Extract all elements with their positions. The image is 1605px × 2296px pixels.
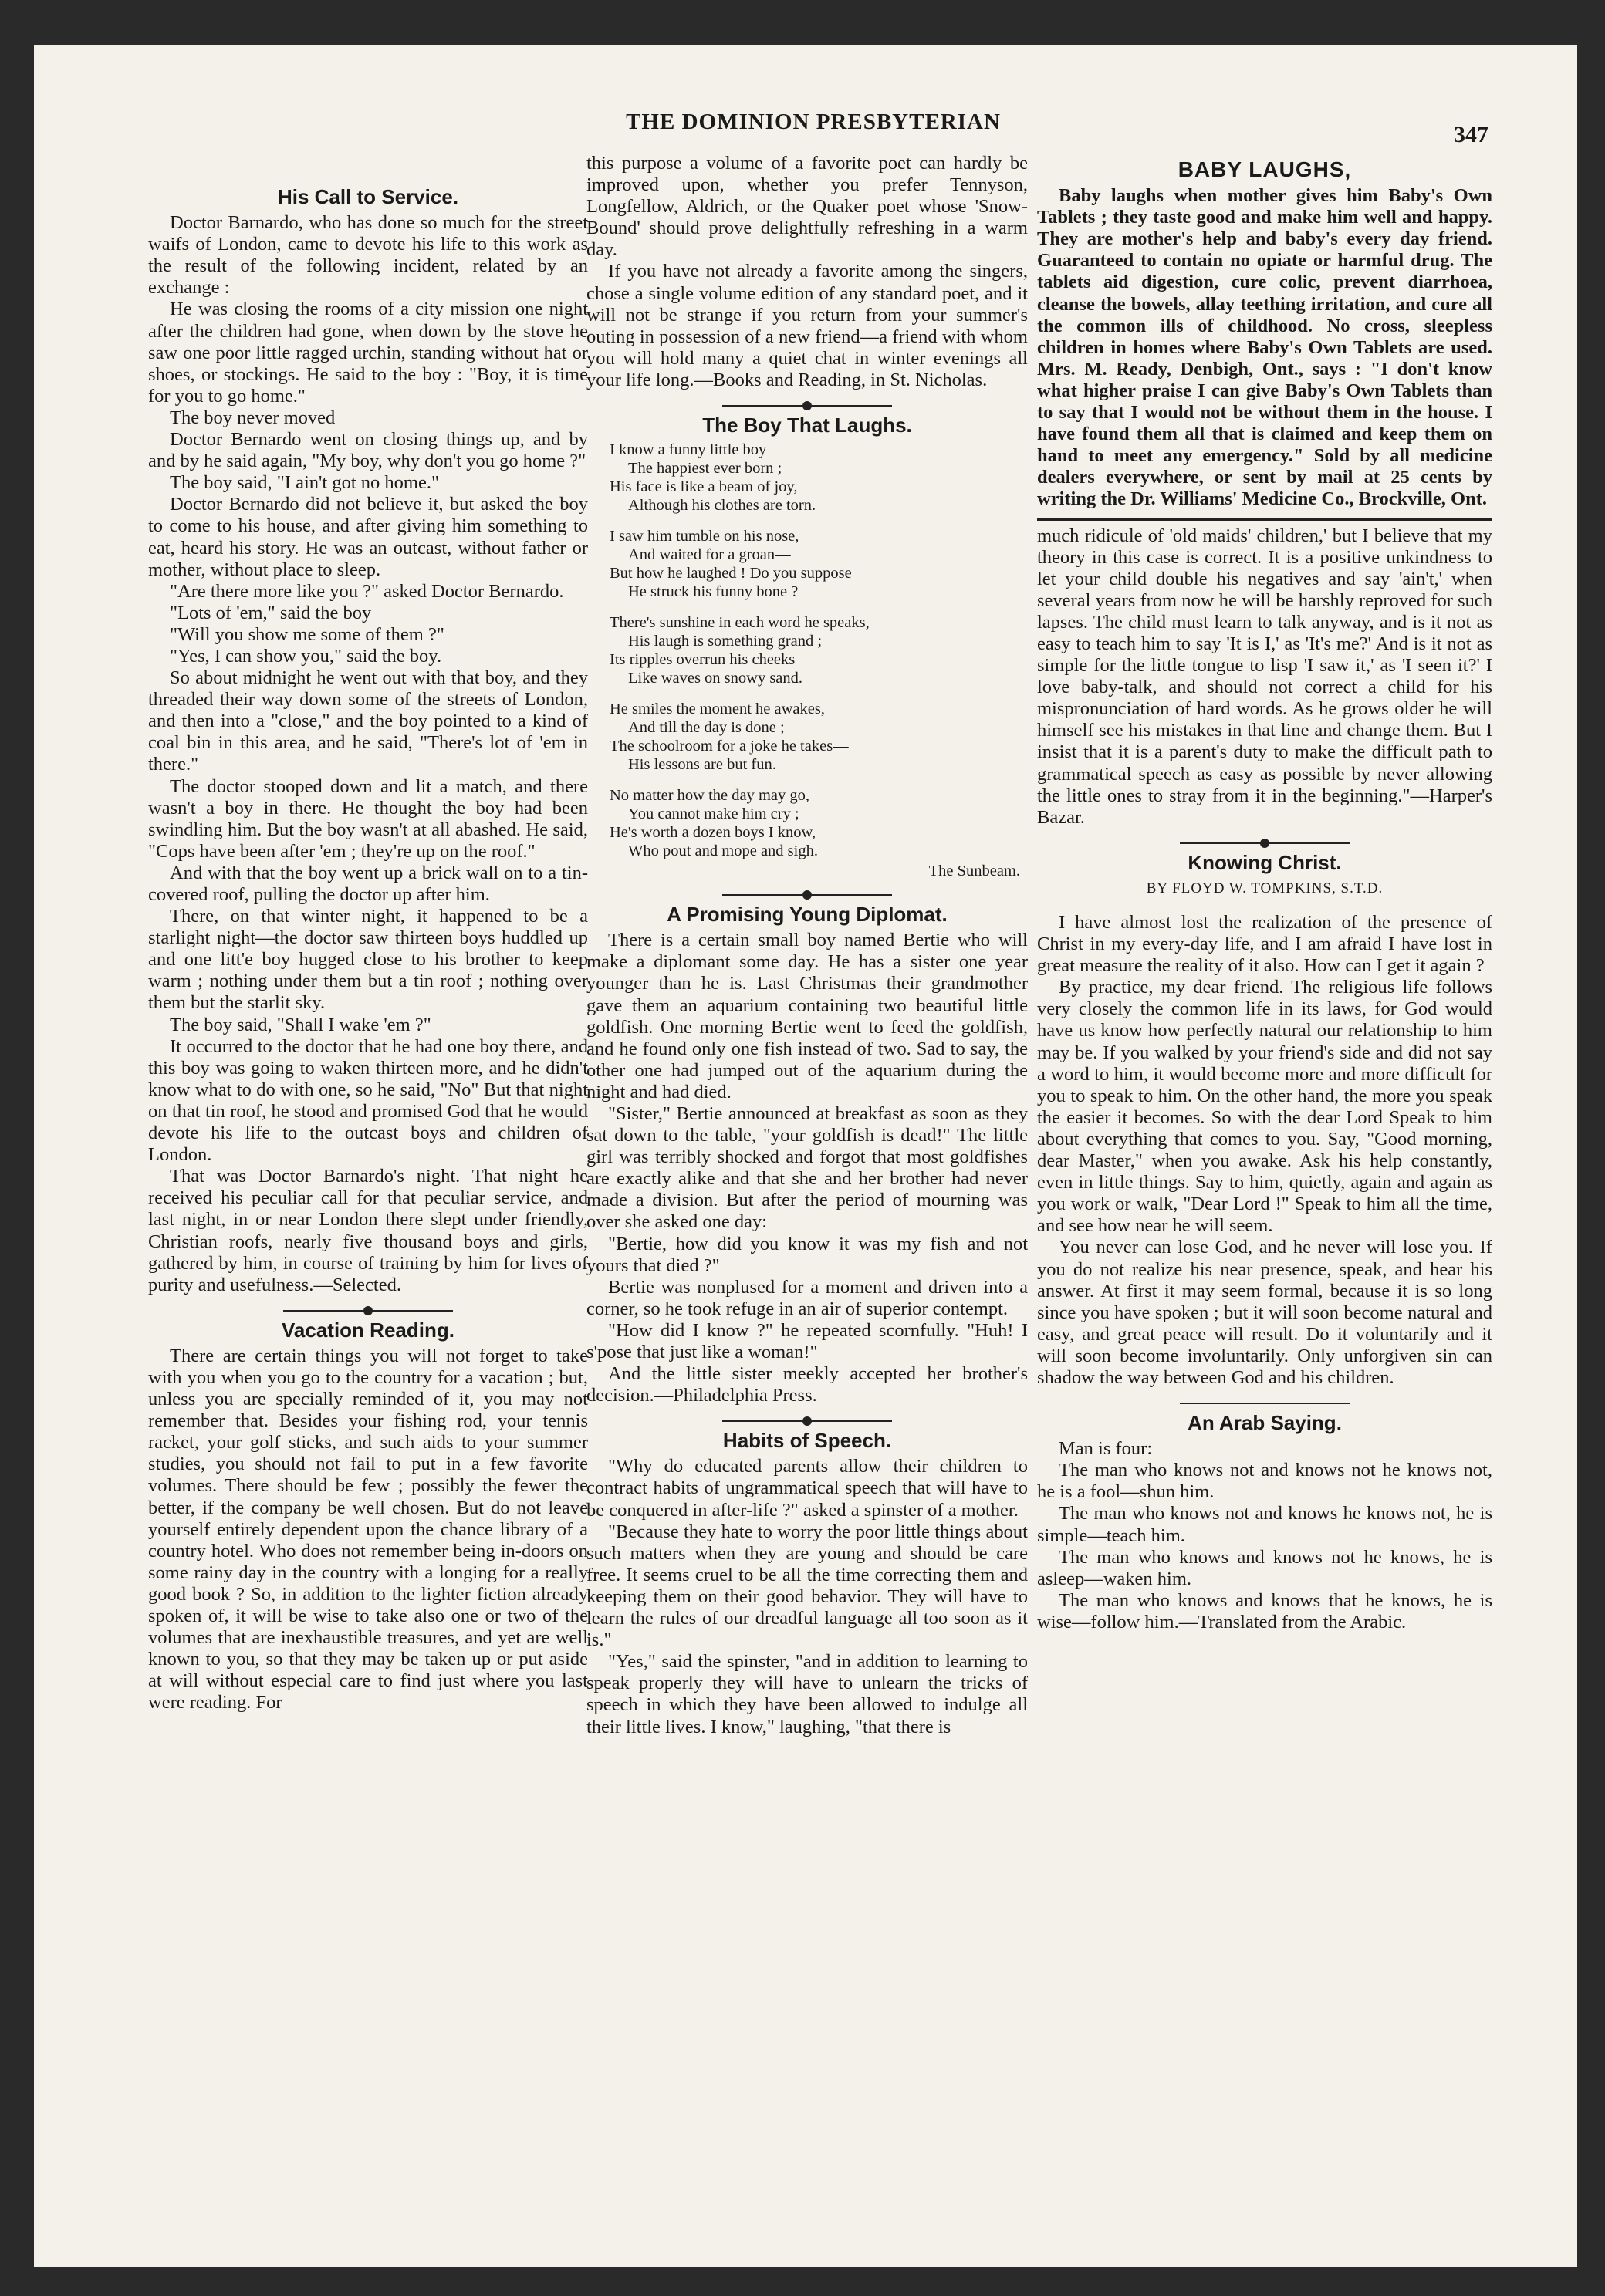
- paragraph: The boy said, "I ain't got no home.": [170, 472, 439, 494]
- paragraph: "How did I know ?" he repeated scornfully. "Huh! I s'pose that just like a woman!": [586, 1319, 1028, 1362]
- section-divider: [722, 894, 892, 896]
- section-divider: [722, 405, 892, 407]
- poem-line: His lessons are but fun.: [628, 756, 776, 774]
- poem-line: You cannot make him cry ;: [628, 805, 799, 823]
- poem-line: The schoolroom for a joke he takes—: [610, 738, 849, 755]
- section-divider: [722, 1420, 892, 1422]
- paragraph: "Bertie, how did you know it was my fish and not yours that died ?": [586, 1233, 1028, 1276]
- poem-line: His laugh is something grand ;: [628, 633, 823, 650]
- paragraph: The man who knows and knows that he knows, he is wise—follow him.—Translated from the Arabic.: [1037, 1589, 1492, 1633]
- section-divider: [283, 1310, 453, 1312]
- poem-line: And waited for a groan—: [628, 546, 791, 564]
- poem-line: The happiest ever born ;: [628, 460, 782, 478]
- paragraph: The boy never moved: [170, 407, 336, 428]
- divider-ornament: [363, 1306, 373, 1315]
- paragraph: It occurred to the doctor that he had one boy there, and this boy was going to waken thirteen more, and he didn't know what to do with one, so he said, "No" But that night on that tin roof, he stood and promised God that he would devote his life to the outcast boys and children of London.: [148, 1035, 588, 1166]
- paragraph: By practice, my dear friend. The religious life follows very closely the common life in its laws, for God would have us know how perfectly natural our relationship to him may be. If you walked by your friend's side and did not say a word to him, it would become more and more difficult for you to speak to him. On the other hand, the more you speak the easier it becomes. So with the dear Lord Speak to him about everything that comes to you. Say, "Good morning, dear Master," when you awake. Ask his help constantly, even in little things. Say to him, quietly, again and again as you work or walk, "Dear Lord !" Speak to him all the time, and see how near he will seem.: [1037, 977, 1492, 1237]
- paragraph: The man who knows not and knows not he knows not, he is a fool—shun him.: [1037, 1460, 1492, 1503]
- paragraph: The doctor stooped down and lit a match, and there wasn't a boy in there. He thought the boy had been swindling him. But the boy wasn't at all abashed. He said, "Cops have been after 'em ; they're up on the roof.": [148, 775, 588, 862]
- paragraph: "Yes," said the spinster, "and in addition to learning to speak properly they will have to unlearn the tricks of speech in which they have been allowed to indulge all their little lives. I know," laughing, "that there is: [586, 1651, 1028, 1737]
- byline: BY FLOYD W. TOMPKINS, S.T.D.: [1146, 880, 1384, 896]
- column-3: [1037, 153, 1492, 1633]
- paragraph: Man is four:: [1059, 1438, 1153, 1460]
- poem-line: Who pout and mope and sigh.: [628, 842, 818, 860]
- newspaper-page: [34, 45, 1577, 2267]
- article-body-his-call: [148, 212, 588, 1296]
- paragraph: There, on that winter night, it happened to be a starlight night—the doctor saw thirteen boys huddled up and one litt'e boy hugged close to his brother to keep warm ; nothing under them but a tin roof ; nothing over them but the starlit sky.: [148, 906, 588, 1014]
- paragraph: Doctor Barnardo, who has done so much for the street waifs of London, came to devote his life to this work as the result of the following incident, related by an exchange :: [148, 212, 588, 299]
- section-divider: [1180, 1403, 1350, 1404]
- poem-body: [610, 441, 1028, 880]
- paragraph: He was closing the rooms of a city mission one night after the children had gone, when down by the stove he saw one poor little ragged urchin, standing without hat or shoes, or stockings. He said to the boy : "Boy, it is time for you to go home.": [148, 299, 588, 407]
- section-divider: [1180, 842, 1350, 844]
- paragraph: "Will you show me some of them ?": [170, 623, 444, 645]
- poem-stanza: [610, 613, 1028, 687]
- poem-line: Although his clothes are torn.: [628, 497, 816, 515]
- poem-line: I know a funny little boy—: [610, 441, 782, 459]
- poem-line: He struck his funny bone ?: [628, 583, 799, 601]
- paragraph: And the little sister meekly accepted her brother's decision.—Philadelphia Press.: [586, 1363, 1028, 1406]
- poem-stanza: [610, 441, 1028, 515]
- poem-line: His face is like a beam of joy,: [610, 478, 798, 496]
- divider-ornament: [1260, 839, 1269, 848]
- paragraph: The boy said, "Shall I wake 'em ?": [170, 1014, 431, 1035]
- poem-line: He smiles the moment he awakes,: [610, 701, 825, 718]
- poem-line: I saw him tumble on his nose,: [610, 528, 799, 545]
- article-title-his-call: His Call to Service.: [277, 185, 459, 208]
- paragraph: "Yes, I can show you," said the boy.: [170, 645, 442, 667]
- paragraph: "Sister," Bertie announced at breakfast as soon as they sat down to the table, "your goldfish is dead!" The little girl was terribly shocked and forgot that most goldfishes are exactly alike and that she and her brother had never made a division. But after the period of mourning was over she asked one day:: [586, 1102, 1028, 1233]
- paragraph: Bertie was nonplused for a moment and driven into a corner, so he took refuge in an air of superior contempt.: [586, 1276, 1028, 1319]
- poem-line: And till the day is done ;: [628, 719, 785, 737]
- paragraph: The man who knows not and knows he knows not, he is simple—teach him.: [1037, 1503, 1492, 1546]
- divider-ornament: [802, 890, 812, 900]
- page-number: 347: [1454, 122, 1488, 147]
- advertisement-rule: [1037, 518, 1492, 521]
- article-title-knowing-christ: Knowing Christ.: [1188, 850, 1342, 874]
- poem-line: But how he laughed ! Do you suppose: [610, 565, 852, 582]
- paragraph: The man who knows and knows not he knows, he is asleep—waken him.: [1037, 1546, 1492, 1589]
- paragraph: this purpose a volume of a favorite poet can hardly be improved upon, whether you prefer Tennyson, Longfellow, Aldrich, or the Quaker poet whose 'Snow-Bound' should prove delightfully refreshing in a warm day.: [586, 153, 1028, 261]
- paragraph: You never can lose God, and he never will lose you. If you do not realize his near presence, speak, and hear his answer. At first it may seem formal, because it is so long since you have spoken ; but it will soon become natural and easy, and great peace will result. Do it voluntarily and it will soon become involuntarily. Only unforgiven sin can shadow the way between God and his children.: [1037, 1237, 1492, 1388]
- paragraph: I have almost lost the realization of the presence of Christ in my every-day life, and I am afraid I have lost in great measure the reality of it also. How can I get it again ?: [1037, 912, 1492, 977]
- paragraph: much ridicule of 'old maids' children,' but I believe that my theory in this case is correct. It is a positive unkindness to let your child double his negatives and say 'ain't,' when several years from now he will be harshly reproved for such lapses. The child must learn to talk anyway, and is it not as easy to teach him to say 'It is I,' as 'It's me?' And is it not as simple for the little tongue to lisp 'I saw it,' as 'I seen it?' I love baby-talk, and should not correct a child for his mispronunciation of hard words. As he grows older he will himself see his mistakes in that line and change them. But I insist that it is a parent's duty to make the difficult path to grammatical speech as easy as possible by never allowing the little ones to stray from it in the beginning."—Harper's Bazar.: [1037, 525, 1492, 828]
- poem-stanza: [610, 786, 1028, 860]
- poem-line: No matter how the day may go,: [610, 787, 810, 805]
- article-title-vacation-reading: Vacation Reading.: [282, 1318, 454, 1342]
- poem-title: The Boy That Laughs.: [702, 414, 912, 437]
- paragraph: Doctor Bernardo did not believe it, but asked the boy to come to his house, and after giving him something to eat, heard his story. He was an outcast, without father or mother, without place to sleep.: [148, 494, 588, 580]
- poem-stanza: [610, 700, 1028, 774]
- divider-ornament: [802, 401, 812, 410]
- paragraph: "Because they hate to worry the poor little things about such matters when they are young and should be care free. It seems cruel to be all the time correcting them and keeping them on their good behavior. They will have to learn the rules of our dreadful language all too soon as it is.": [586, 1521, 1028, 1651]
- paragraph: So about midnight he went out with that boy, and they threaded their way down some of the streets of London, and then into a "close," and the boy pointed to a kind of coal bin in this area, and he said, "There's lot of 'em in there.": [148, 667, 588, 775]
- poem-line: Its ripples overrun his cheeks: [610, 651, 796, 669]
- column-2: [586, 153, 1028, 1738]
- paragraph: There are certain things you will not forget to take with you when you go to the country for a vacation ; but, unless you are specially reminded of it, you may not remember that. Besides your fishing rod, your tennis racket, your golf sticks, and such aids to your summer studies, you should not fail to put in a few favorite volumes. There should be few ; possibly the fewer the better, if the company be well chosen. But do not leave yourself entirely dependent upon the chance library of a country hotel. Who does not remember being in-doors on some rainy day in the country with a longing for a really good book ? So, in addition to the lighter fiction already spoken of, it will be wise to take also one or two of the volumes that are inexhaustible treasures, and yet are well known to you, so that they may be taken up or put aside at will without especial care to find just where you last were reading. For: [148, 1345, 588, 1714]
- poem-line: He's worth a dozen boys I know,: [610, 824, 816, 842]
- article-title-habits: Habits of Speech.: [722, 1429, 892, 1453]
- poem-line: Like waves on snowy sand.: [628, 670, 803, 687]
- poem-line: There's sunshine in each word he speaks,: [610, 614, 870, 632]
- paragraph: "Why do educated parents allow their children to contract habits of ungrammatical speech that will have to be conquered in after-life ?" asked a spinster of a mother.: [586, 1456, 1028, 1521]
- advertisement-text: Baby laughs when mother gives him Baby's Own Tablets ; they taste good and make him well and happy. They are mother's help and baby's every day friend. Guaranteed to contain no opiate or harmful drug. The tablets aid digestion, cure colic, prevent diarrhoea, cleanse the bowels, allay teething irritation, and cure all the common ills of childhood. No cross, sleepless children in homes where Baby's Own Tablets are used. Mrs. M. Ready, Denbigh, Ont., says : "I don't know what higher praise I can give Baby's Own Tablets than to say that I would not be without them in the house. I have found them all that is claimed and keep them on hand to meet any emergency." Sold by all medicine dealers everywhere, or sent by mail at 25 cents by writing the Dr. Williams' Medicine Co., Brockville, Ont.: [1037, 185, 1492, 510]
- column-1: [148, 180, 588, 1714]
- poem-stanza: [610, 527, 1028, 601]
- masthead: THE DOMINION PRESBYTERIAN: [626, 110, 1001, 134]
- paragraph: That was Doctor Barnardo's night. That night he received his peculiar call for that peculiar service, and last night, in or near London there slept under friendly, Christian roofs, nearly five thousand boys and girls, gathered by him, in course of training by him for lives of purity and usefulness.—Selected.: [148, 1166, 588, 1295]
- ad-title-baby-laughs: BABY LAUGHS,: [1178, 157, 1352, 181]
- divider-ornament: [802, 1416, 812, 1426]
- paragraph: If you have not already a favorite among the singers, chose a single volume edition of any standard poet, and it will not be strange if you return from your summer's outing in possession of a new friend—a friend with whom you will hold many a quiet chat in winter evenings all your life long.—Books and Reading, in St. Nicholas.: [586, 261, 1028, 390]
- paragraph: And with that the boy went up a brick wall on to a tin-covered roof, pulling the doctor up after him.: [148, 862, 588, 905]
- article-title-arab-saying: An Arab Saying.: [1188, 1411, 1342, 1435]
- poem-source: The Sunbeam.: [928, 863, 1020, 880]
- article-title-diplomat: A Promising Young Diplomat.: [667, 903, 948, 927]
- paragraph: "Lots of 'em," said the boy: [170, 602, 372, 623]
- paragraph: "Are there more like you ?" asked Doctor Bernardo.: [170, 580, 564, 602]
- paragraph: Doctor Bernardo went on closing things up, and by and by he said again, "My boy, why don't you go home ?": [148, 429, 588, 472]
- paragraph: There is a certain small boy named Bertie who will make a diplomant some day. He has a sister one year younger than he is. Last Christmas their grandmother gave them an aquarium containing two beautiful little goldfish. One morning Bertie went to feed the goldfish, and he found only one fish instead of two. Sad to say, the other one had jumped out of the aquarium during the night and had died.: [586, 930, 1028, 1102]
